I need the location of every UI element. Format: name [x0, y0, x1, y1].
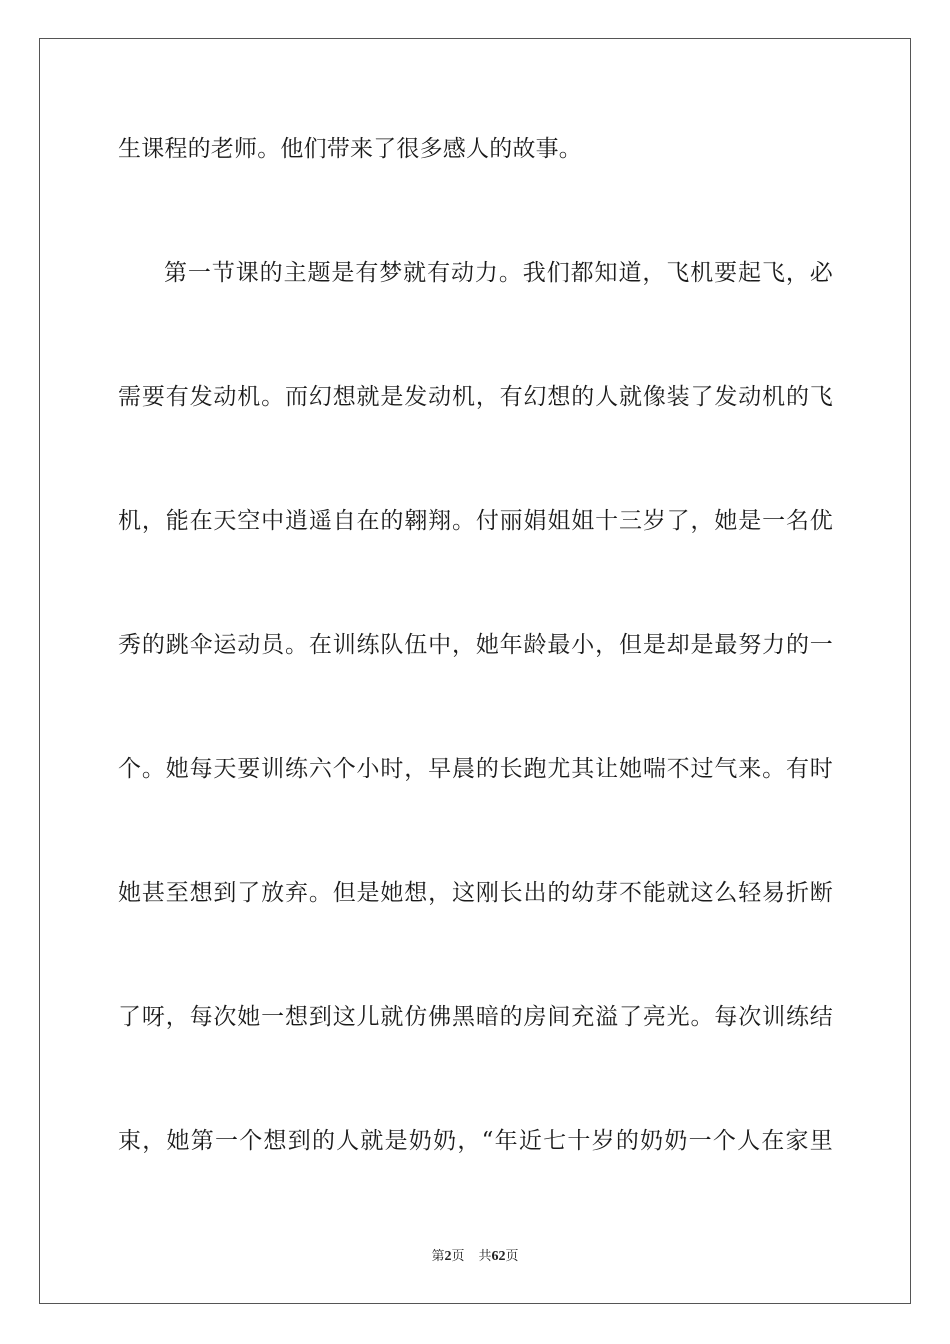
text-line: 秀的跳伞运动员。在训练队伍中，她年龄最小，但是却是最努力的一 — [118, 632, 833, 658]
page-footer — [0, 1248, 950, 1266]
text-line: 第一节课的主题是有梦就有动力。我们都知道，飞机要起飞，必 — [164, 260, 833, 286]
text-line: 需要有发动机。而幻想就是发动机，有幻想的人就像装了发动机的飞 — [118, 384, 833, 410]
text-line: 机，能在天空中逍遥自在的翱翔。付丽娟姐姐十三岁了，她是一名优 — [118, 508, 833, 534]
total-pages: 62 — [491, 1249, 506, 1264]
total-prefix: 共 — [478, 1249, 492, 1264]
text-line: 了呀，每次她一想到这儿就仿佛黑暗的房间充溢了亮光。每次训练结 — [118, 1004, 833, 1030]
page-suffix: 页 — [451, 1249, 465, 1264]
text-line: 个。她每天要训练六个小时，早晨的长跑尤其让她喘不过气来。有时 — [118, 756, 833, 782]
text-line: 生课程的老师。他们带来了很多感人的故事。 — [118, 136, 582, 162]
text-line: 束，她第一个想到的人就是奶奶，“年近七十岁的奶奶一个人在家里 — [118, 1128, 833, 1154]
page-number: 2 — [444, 1249, 452, 1264]
page-prefix: 第 — [431, 1249, 445, 1264]
page-frame — [39, 38, 911, 1304]
total-suffix: 页 — [505, 1249, 519, 1264]
text-line: 她甚至想到了放弃。但是她想，这刚长出的幼芽不能就这么轻易折断 — [118, 880, 833, 906]
